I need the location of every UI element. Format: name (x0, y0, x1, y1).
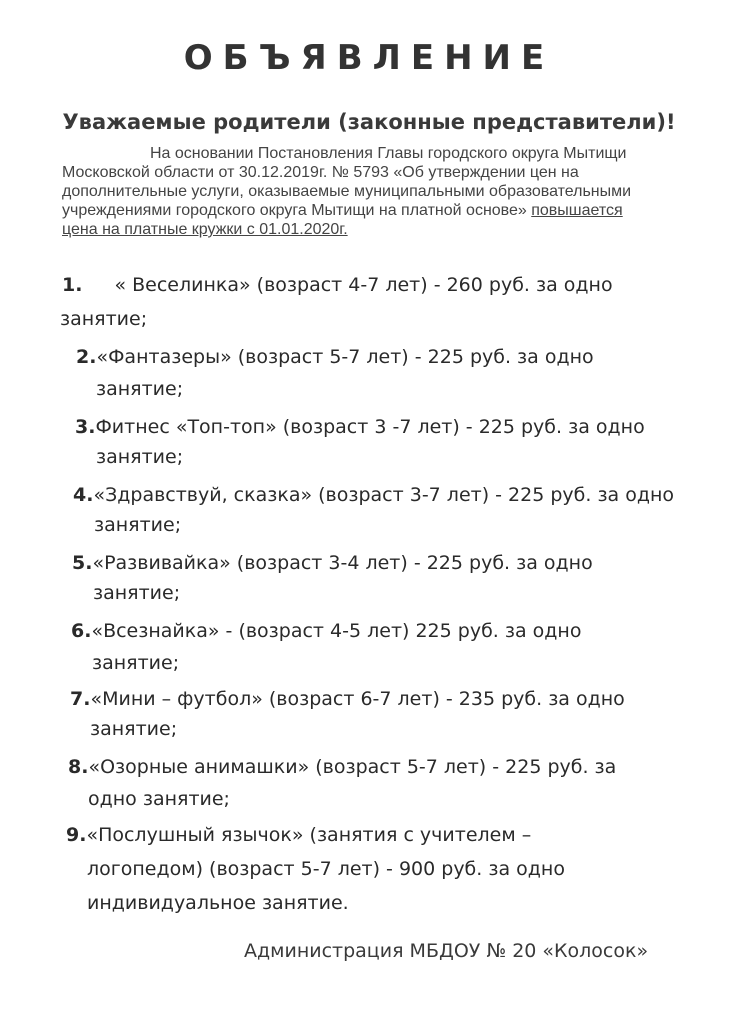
intro-line: дополнительные услуги, оказываемые муниципальными образовательными (62, 183, 632, 200)
list-item-continuation: занятие; (93, 582, 181, 604)
item-number: 6. (71, 620, 92, 642)
item-number: 5. (72, 552, 93, 574)
list-item-continuation: индивидуальное занятие. (87, 892, 349, 914)
item-number: 2. (76, 346, 97, 368)
page-title: ОБЪЯВЛЕНИЕ (183, 38, 555, 78)
item-text: « Веселинка» (возраст 4-7 лет) - 260 руб. за одно (114, 274, 613, 296)
list-item-continuation: занятие; (92, 652, 180, 674)
item-number: 7. (70, 688, 91, 710)
item-text: «Всезнайка» - (возраст 4-5 лет) 225 руб. за одно (91, 620, 582, 642)
item-text: Фитнес «Топ-топ» (возраст 3 -7 лет) - 225 руб. за одно (95, 416, 645, 438)
item-number: 4. (73, 484, 94, 506)
list-item (73, 484, 674, 506)
item-text: «Здравствуй, сказка» (возраст 3-7 лет) - 225 руб. за одно (93, 484, 675, 506)
list-item-continuation: занятие; (60, 308, 148, 330)
item-text: «Озорные анимашки» (возраст 5-7 лет) - 225 руб. за (88, 756, 617, 778)
list-item (70, 688, 625, 710)
greeting-heading: Уважаемые родители (законные представители)! (62, 110, 676, 134)
list-item-continuation: занятие; (96, 446, 184, 468)
intro-emphasis: повышается (531, 202, 623, 219)
item-number: 9. (66, 824, 87, 846)
list-item-continuation: занятие; (90, 718, 178, 740)
intro-line: Московской области от 30.12.2019г. № 5793 «Об утверждении цен на (62, 164, 579, 181)
list-item (66, 824, 531, 846)
intro-line: учреждениями городского округа Мытищи на платной основе» (62, 202, 532, 219)
list-item (68, 756, 616, 778)
intro-line: цена на платные кружки с 01.01.2020г. (62, 221, 348, 238)
item-number: 8. (68, 756, 89, 778)
intro-paragraph (62, 144, 672, 239)
list-item (71, 620, 581, 642)
list-item-continuation: занятие; (96, 378, 184, 400)
item-number: 1. (62, 274, 83, 296)
list-item (76, 346, 594, 368)
list-item (75, 416, 645, 438)
signature-line: Администрация МБДОУ № 20 «Колосок» (244, 940, 649, 962)
list-item (62, 274, 613, 296)
item-text: «Фантазеры» (возраст 5-7 лет) - 225 руб. за одно (96, 346, 594, 368)
item-text: «Развивайка» (возраст 3-4 лет) - 225 руб. за одно (92, 552, 593, 574)
list-item-continuation: одно занятие; (88, 788, 230, 810)
item-text: «Мини – футбол» (возраст 6-7 лет) - 235 руб. за одно (90, 688, 625, 710)
list-item (72, 552, 593, 574)
list-item-continuation: занятие; (94, 514, 182, 536)
intro-line: На основании Постановления Главы городского округа Мытищи (150, 145, 627, 162)
list-item-continuation: логопедом) (возраст 5-7 лет) - 900 руб. за одно (87, 858, 565, 880)
item-number: 3. (75, 416, 96, 438)
item-text: «Послушный язычок» (занятия с учителем – (86, 824, 532, 846)
